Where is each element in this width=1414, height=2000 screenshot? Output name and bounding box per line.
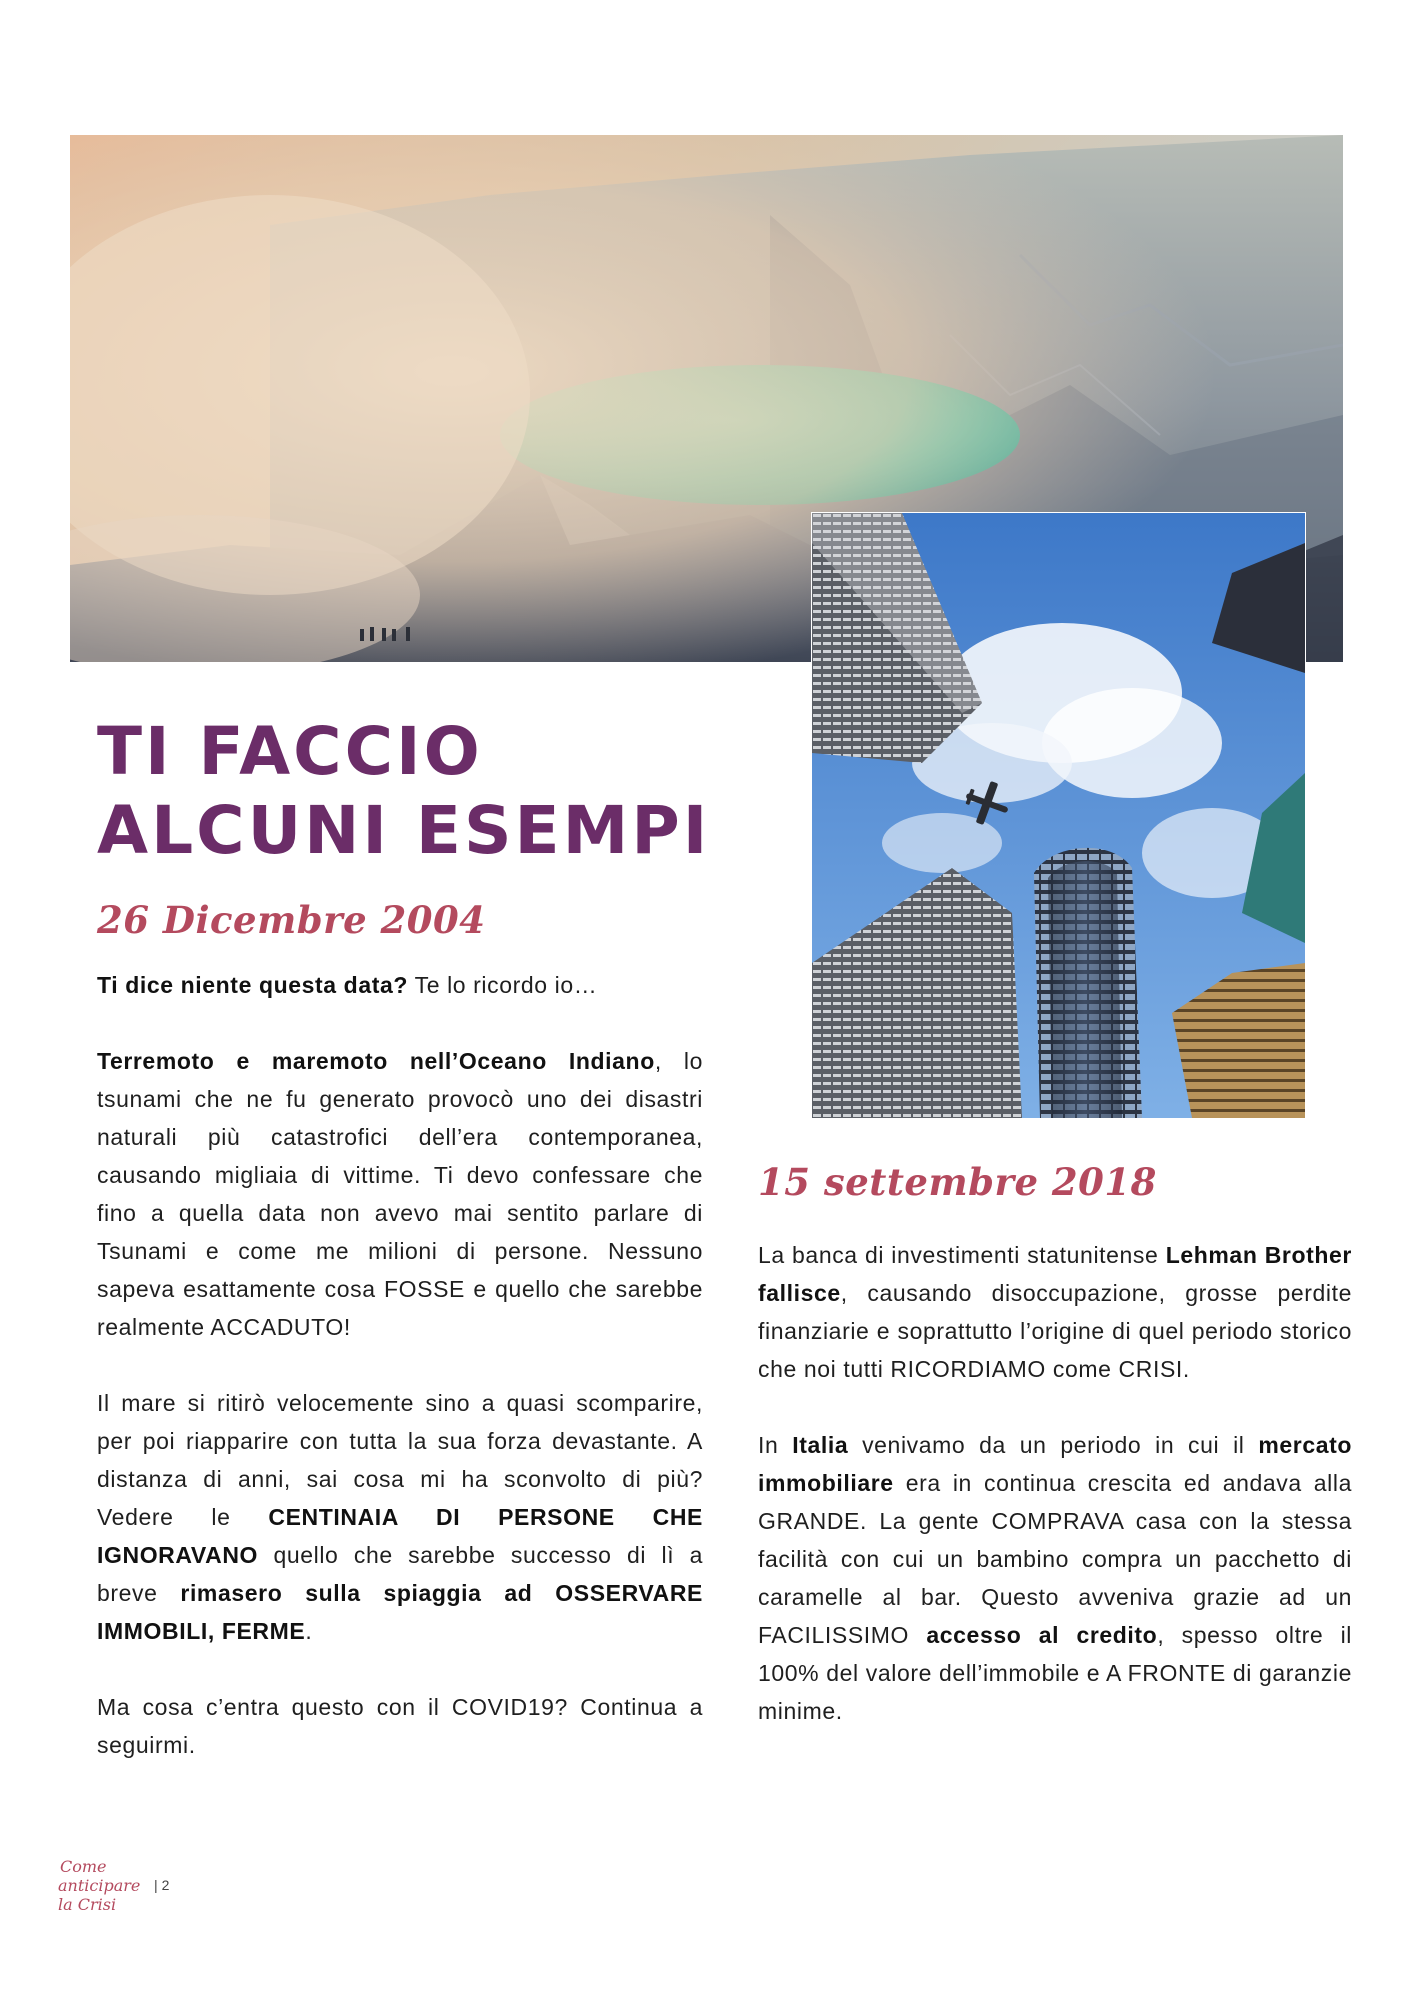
- left-paragraph-1: [97, 966, 703, 1004]
- page-number: 2: [161, 1877, 170, 1893]
- page-title: [97, 712, 797, 870]
- left-paragraph-2: [97, 1042, 703, 1346]
- footer-logo-line-3: la Crisi: [58, 1894, 117, 1914]
- right-p1-text-1: La banca di investimenti statunitense: [758, 1242, 1166, 1268]
- right-p2-text-1: In: [758, 1432, 793, 1458]
- city-skyscrapers-image: [812, 513, 1305, 1118]
- right-paragraph-2: [758, 1426, 1352, 1730]
- right-p1-text-2: , causando disoccupazione, grosse perdite finanziarie e soprattutto l’origine di quel periodo storico che noi tutti RICORDIAMO come CRISI.: [758, 1280, 1352, 1382]
- footer-separator: |: [154, 1877, 158, 1893]
- left-p3-bold-2: rimasero sulla spiaggia ad OSSERVARE IMMOBILI, FERME: [97, 1580, 703, 1644]
- footer-logo-line-2: anticipare: [58, 1875, 141, 1895]
- footer-logo-line-1: Come: [60, 1856, 107, 1876]
- left-paragraph-3: [97, 1384, 703, 1650]
- left-p2-bold-1: Terremoto e maremoto nell’Oceano Indiano: [97, 1048, 655, 1074]
- left-p1-text-1: Te lo ricordo io…: [408, 972, 598, 998]
- left-p4-text-1: Ma cosa c’entra questo con il COVID19? Continua a seguirmi.: [97, 1694, 703, 1758]
- right-paragraph-1: [758, 1236, 1352, 1388]
- right-p2-bold-2: mercato immobiliare: [758, 1432, 1353, 1496]
- left-p3-text-2: quello che sarebbe successo di lì a breve: [97, 1542, 703, 1606]
- left-p3-bold-1: CENTINAIA DI PERSONE CHE IGNORAVANO: [97, 1504, 703, 1568]
- left-column: [97, 966, 703, 1764]
- left-p1-bold-1: Ti dice niente questa data?: [97, 972, 409, 998]
- left-paragraph-4: [97, 1688, 703, 1764]
- left-p3-text-1: Il mare si ritirò velocemente sino a quasi scomparire, per poi riapparire con tutta la sua forza devastante. A distanza di anni, sai cosa mi ha sconvolto di più? Vedere le: [97, 1390, 703, 1530]
- title-line-1: TI FACCIO: [97, 713, 483, 790]
- page-footer: [58, 1850, 169, 1920]
- right-column: [758, 1236, 1352, 1730]
- right-p2-bold-3: accesso al credito: [926, 1622, 1158, 1648]
- date-heading-2018: 15 settembre 2018: [758, 1160, 1157, 1204]
- title-line-2: ALCUNI ESEMPI: [97, 792, 711, 869]
- right-p1-bold-1: Lehman Brother fallisce: [758, 1242, 1352, 1306]
- footer-logo: [58, 1857, 150, 1914]
- right-p2-text-2: venivamo da un periodo in cui il: [848, 1432, 1259, 1458]
- left-p3-text-3: .: [305, 1618, 313, 1644]
- right-p2-bold-1: Italia: [792, 1432, 849, 1458]
- date-heading-2004: 26 Dicembre 2004: [97, 898, 486, 942]
- right-p2-text-4: , spesso oltre il 100% del valore dell’immobile e A FRONTE di garanzie minime.: [758, 1622, 1352, 1724]
- skyscrapers-illustration: [812, 513, 1305, 1118]
- right-p2-text-3: era in continua crescita ed andava alla GRANDE. La gente COMPRAVA casa con la stessa facilità con cui un bambino compra un pacchetto di caramelle al bar. Questo avveniva grazie ad un FACILISSIMO: [758, 1470, 1352, 1648]
- left-p2-text-1: , lo tsunami che ne fu generato provocò uno dei disastri naturali più catastrofici dell’era contemporanea, causando migliaia di vittime. Ti devo confessare che fino a quella data non avevo mai sentito parlare di Tsunami e come me milioni di persone. Nessuno sapeva esattamente cosa FOSSE e quello che sarebbe realmente ACCADUTO!: [97, 1048, 703, 1340]
